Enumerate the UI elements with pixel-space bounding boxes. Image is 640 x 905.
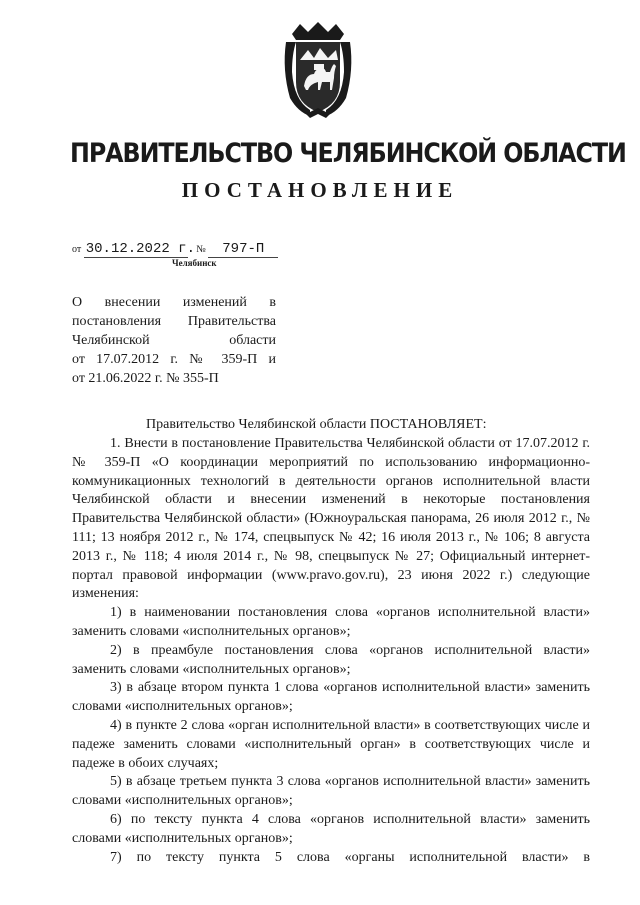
paragraph-1-2: 2) в преамбуле постановления слова «органов исполнительной власти» заменить словами «исполнительных органов»; [72,642,590,677]
paragraph-1-7: 7) по тексту пункта 5 слова «органы исполнительной власти» в [110,849,590,865]
subject-line: от 17.07.2012 г. № 359-П и [72,352,276,367]
coat-of-arms-icon [280,20,356,120]
subject-line: от 21.06.2022 г. № 355-П [72,371,219,386]
document-number: 797-П [208,242,278,258]
paragraph-1-5: 5) в абзаце третьем пункта 3 слова «органов исполнительной власти» заменить словами «исполнительных органов»; [72,774,590,809]
date-label: от [72,244,82,255]
subject-line: постановления Правительства [72,314,276,329]
number-label: № [196,244,206,255]
paragraph-1-3: 3) в абзаце втором пункта 1 слова «органов исполнительной власти» заменить словами «исполнительных органов»; [72,680,590,715]
document-city: Челябинск [172,258,217,268]
paragraph-1-4: 4) в пункте 2 слова «орган исполнительной власти» в соответствующих числе и падеже заменить словами «исполнительный орган» в соответствующих числе и падеже в обоих случаях; [72,717,590,771]
document-subject [72,293,276,388]
paragraph-1-1: 1) в наименовании постановления слова «органов исполнительной власти» заменить словами «исполнительных органов»; [72,605,590,639]
paragraph-1: 1. Внести в постановление Правительства Челябинской области от 17.07.2012 г. № 359-П «О координации мероприятий по использованию информационно-коммуникационных технологий в деятельности органов исполнительной власти Челябинской области и внесении изменений в некоторые постановления Правительства Челябинской области» (Южноуральская панорама, 26 июля 2012 г., № 111; 13 ноября 2012 г., № 174, спецвыпуск № 42; 16 июля 2013 г., № 106; 8 августа 2013 г., № 118; 4 июля 2014 г., № 98, спецвыпуск № 27; Официальный интернет-портал правовой информации (www.pravo.gov.ru), 23 июня 2022 г.) следующие изменения: [72,436,590,602]
document-date: 30.12.2022 г. [85,241,195,257]
document-meta [72,242,278,258]
subject-line: О внесении изменений в [72,295,276,310]
subject-line: Челябинской области [72,333,276,348]
document-body [72,435,590,867]
preamble: Правительство Челябинской области ПОСТАНОВЛЯЕТ: [146,417,487,432]
paragraph-1-6: 6) по тексту пункта 4 слова «органов исполнительной власти» заменить словами «исполнительных органов»; [72,811,590,846]
document-type: ПОСТАНОВЛЕНИЕ [181,178,459,202]
government-title: ПРАВИТЕЛЬСТВО ЧЕЛЯБИНСКОЙ ОБЛАСТИ [70,138,626,169]
